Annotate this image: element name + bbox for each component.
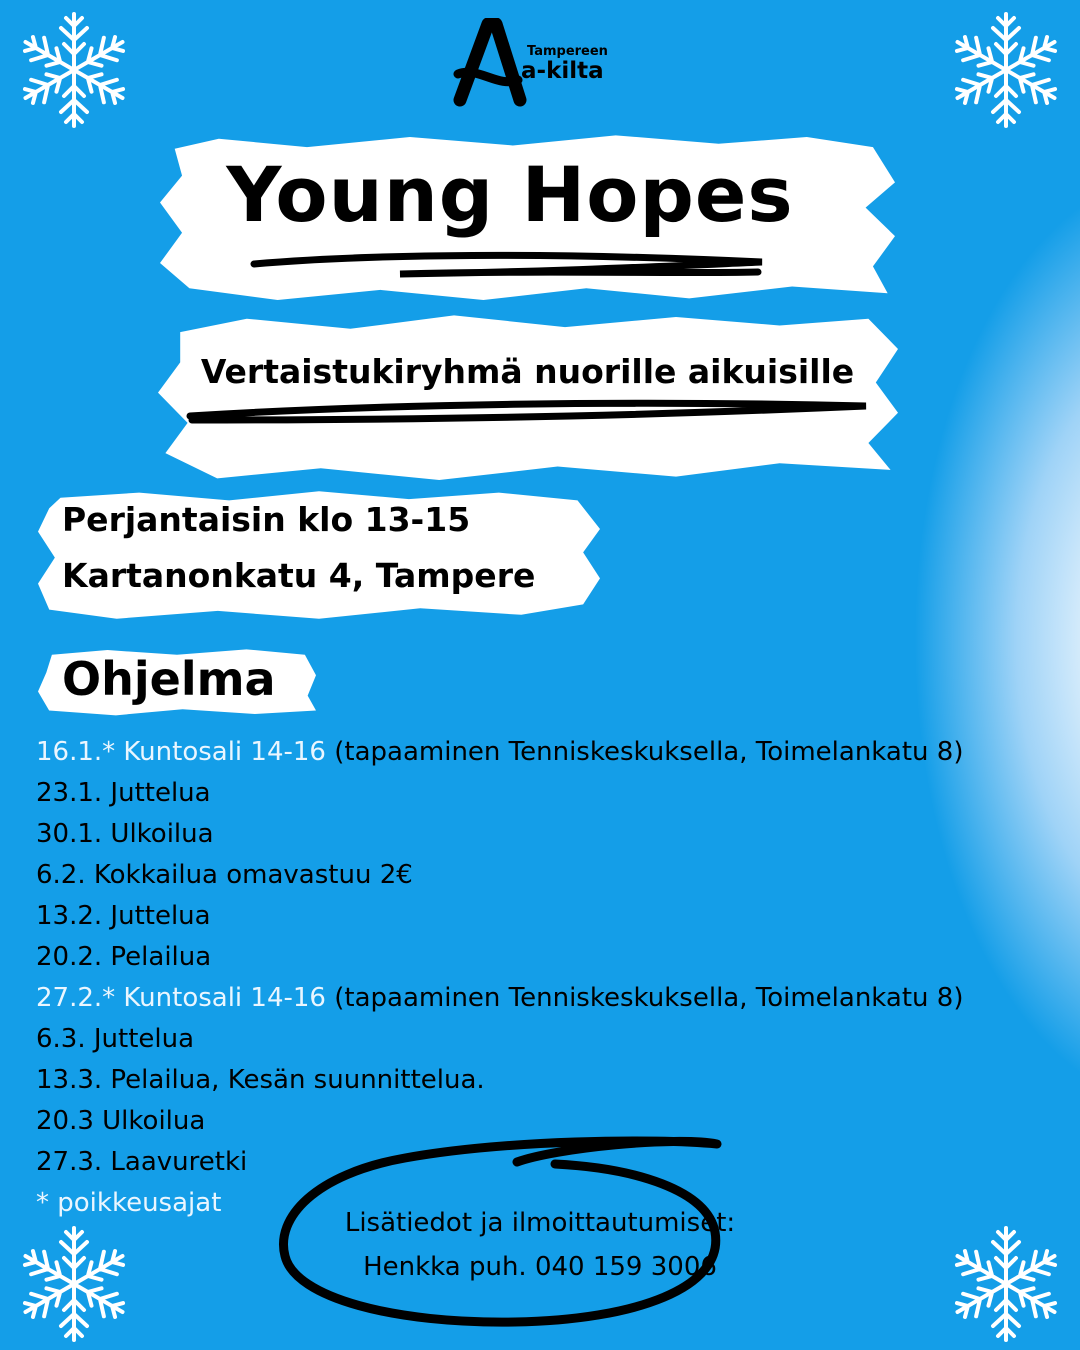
program-item bbox=[36, 978, 963, 1019]
program-item bbox=[36, 1019, 963, 1060]
contact-heading: Lisätiedot ja ilmoittautumiset: bbox=[344, 1208, 736, 1238]
program-item bbox=[36, 732, 963, 773]
logo-small-text: Tampereen bbox=[527, 44, 608, 59]
program-item-text: (tapaaminen Tenniskeskuksella, Toimelankatu 8) bbox=[325, 983, 964, 1013]
snowflake-icon bbox=[12, 1222, 136, 1346]
program-item-text: 27.3. Laavuretki bbox=[36, 1147, 248, 1177]
program-item-highlight: 16.1.* Kuntosali 14-16 bbox=[36, 737, 326, 767]
program-item-highlight: 27.2.* Kuntosali 14-16 bbox=[36, 983, 326, 1013]
subtitle-underline-stroke bbox=[184, 396, 874, 432]
program-item-highlight: * poikkeusajat bbox=[36, 1188, 222, 1218]
subtitle: Vertaistukiryhmä nuorille aikuisille bbox=[200, 352, 855, 391]
title-underline-stroke bbox=[250, 248, 770, 282]
logo-big-text: a-kilta bbox=[521, 58, 604, 84]
program-item bbox=[36, 937, 963, 978]
program-item-text: 30.1. Ulkoilua bbox=[36, 819, 214, 849]
program-item bbox=[36, 814, 963, 855]
program-item-text: (tapaaminen Tenniskeskuksella, Toimelankatu 8) bbox=[325, 737, 964, 767]
snowflake-icon bbox=[944, 1222, 1068, 1346]
program-item bbox=[36, 1060, 963, 1101]
program-item-text: 20.2. Pelailua bbox=[36, 942, 212, 972]
program-item-text: 20.3 Ulkoilua bbox=[36, 1106, 206, 1136]
meeting-address: Kartanonkatu 4, Tampere bbox=[62, 556, 536, 595]
program-item bbox=[36, 896, 963, 937]
program-item-text: 13.3. Pelailua, Kesän suunnittelua. bbox=[36, 1065, 485, 1095]
program-item-text: 13.2. Juttelua bbox=[36, 901, 211, 931]
program-item-text: 23.1. Juttelua bbox=[36, 778, 211, 808]
contact-phone: Henkka puh. 040 159 3006 bbox=[363, 1252, 717, 1282]
program-item bbox=[36, 773, 963, 814]
program-item bbox=[36, 855, 963, 896]
page-title: Young Hopes bbox=[226, 150, 794, 239]
program-heading: Ohjelma bbox=[62, 652, 276, 706]
snowflake-icon bbox=[944, 8, 1068, 132]
snowflake-icon bbox=[12, 8, 136, 132]
meeting-time: Perjantaisin klo 13-15 bbox=[62, 500, 471, 539]
program-item-text: 6.2. Kokkailua omavastuu 2€ bbox=[36, 860, 413, 890]
program-item-text: 6.3. Juttelua bbox=[36, 1024, 195, 1054]
